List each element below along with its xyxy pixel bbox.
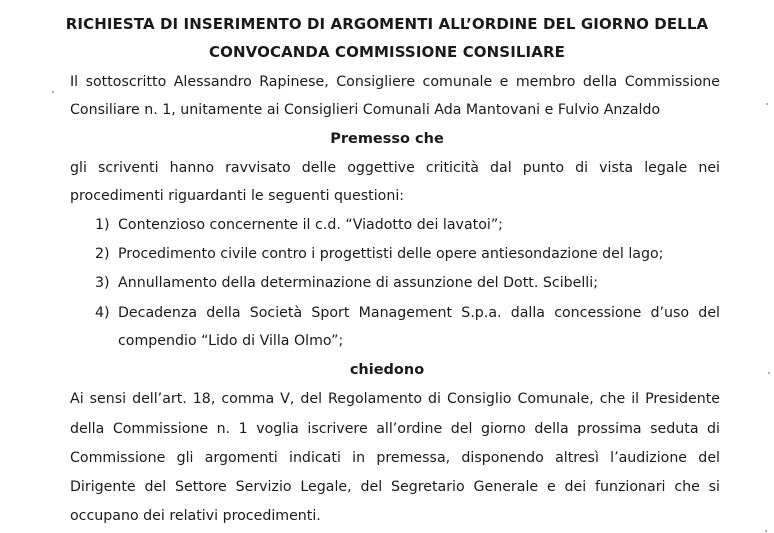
list-item-number: 1)	[95, 217, 110, 233]
list-item-text: Contenzioso concernente il c.d. “Viadotto dei lavatoi”;	[118, 217, 503, 233]
list-item-text: Annullamento della determinazione di assunzione del Dott. Scibelli;	[118, 275, 598, 291]
list-item-text: Decadenza della Società Sport Management S.p.a. dalla concessione d’uso del	[118, 305, 720, 321]
intro-paragraph-line-1: Il sottoscritto Alessandro Rapinese, Consigliere comunale e membro della Commissione	[70, 74, 720, 90]
list-item-text: Procedimento civile contro i progettisti delle opere antiesondazione del lago;	[118, 246, 664, 262]
chiedono-paragraph-line-5: occupano dei relativi procedimenti.	[70, 508, 321, 524]
list-item-number: 3)	[95, 275, 110, 291]
list-item-number: 4)	[95, 305, 110, 321]
document-title-line-1: RICHIESTA DI INSERIMENTO DI ARGOMENTI ALL’ORDINE DEL GIORNO DELLA	[65, 15, 709, 33]
intro-paragraph-line-2: Consiliare n. 1, unitamente ai Consiglieri Comunali Ada Mantovani e Fulvio Anzaldo	[70, 102, 661, 118]
chiedono-paragraph-line-1: Ai sensi dell’art. 18, comma V, del Regolamento di Consiglio Comunale, che il Presidente	[70, 391, 720, 407]
scan-speck	[768, 372, 770, 374]
document-title-line-2: CONVOCANDA COMMISSIONE CONSILIARE	[209, 43, 565, 61]
chiedono-paragraph-line-2: della Commissione n. 1 voglia iscrivere all’ordine del giorno della prossima seduta di	[70, 421, 720, 437]
list-item-number: 2)	[95, 246, 110, 262]
chiedono-paragraph-line-3: Commissione gli argomenti indicati in premessa, disponendo altresì l’audizione del	[70, 450, 720, 466]
premesso-paragraph-line-2: procedimenti riguardanti le seguenti questioni:	[70, 188, 405, 204]
chiedono-paragraph-line-4: Dirigente del Settore Servizio Legale, del Segretario Generale e dei funzionari che si	[70, 479, 720, 495]
list-item-text-continuation: compendio “Lido di Villa Olmo”;	[118, 333, 344, 349]
premesso-paragraph-line-1: gli scriventi hanno ravvisato delle oggettive criticità dal punto di vista legale nei	[70, 160, 720, 176]
scan-speck	[52, 91, 54, 93]
scan-speck	[765, 530, 767, 532]
premesso-heading: Premesso che	[330, 131, 444, 147]
chiedono-heading: chiedono	[349, 362, 425, 378]
scan-speck	[766, 103, 768, 105]
